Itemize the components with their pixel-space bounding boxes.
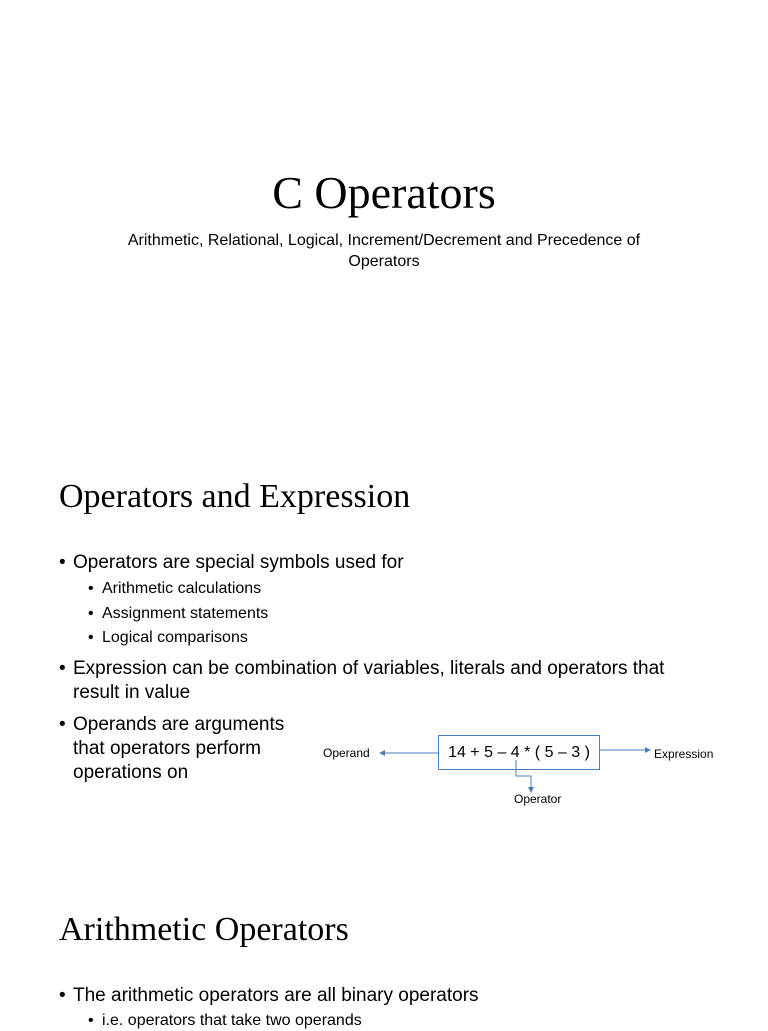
bullet-marker: • — [88, 1012, 94, 1029]
bullet-marker: • — [88, 580, 94, 597]
expression-box: 14 + 5 – 4 * ( 5 – 3 ) — [438, 735, 600, 770]
bullet-text: Expression can be combination of variables, literals and operators that result in value — [73, 658, 665, 703]
bullet-marker: • — [88, 605, 94, 622]
bullet-item — [59, 984, 709, 1008]
bullet-text: Logical comparisons — [102, 629, 248, 646]
bullet-text: Operands are arguments that operators perform operations on — [73, 714, 285, 783]
operator-label: Operator — [514, 792, 562, 806]
bullet-marker: • — [59, 658, 66, 679]
bullet-marker: • — [88, 629, 94, 646]
bullet-text: The arithmetic operators are all binary operators — [73, 985, 479, 1006]
expression-label: Expression — [654, 747, 714, 761]
operand-label: Operand — [323, 746, 370, 760]
bullet-text: i.e. operators that take two operands — [102, 1012, 362, 1029]
slide-subtitle: Arithmetic, Relational, Logical, Increment/Decrement and Precedence of Operators — [127, 232, 641, 270]
slide-title: C Operators — [272, 167, 496, 218]
bullet-marker: • — [59, 985, 66, 1006]
bullet-text: Arithmetic calculations — [102, 580, 262, 597]
slide-title: Operators and Expression — [59, 478, 411, 515]
sub-bullet-item — [88, 1011, 362, 1031]
bullet-marker: • — [59, 552, 66, 573]
bullet-marker: • — [59, 714, 66, 735]
slide-title: Arithmetic Operators — [59, 911, 349, 948]
bullet-text: Operators are special symbols used for — [73, 552, 404, 573]
bullet-text: Assignment statements — [102, 605, 269, 622]
